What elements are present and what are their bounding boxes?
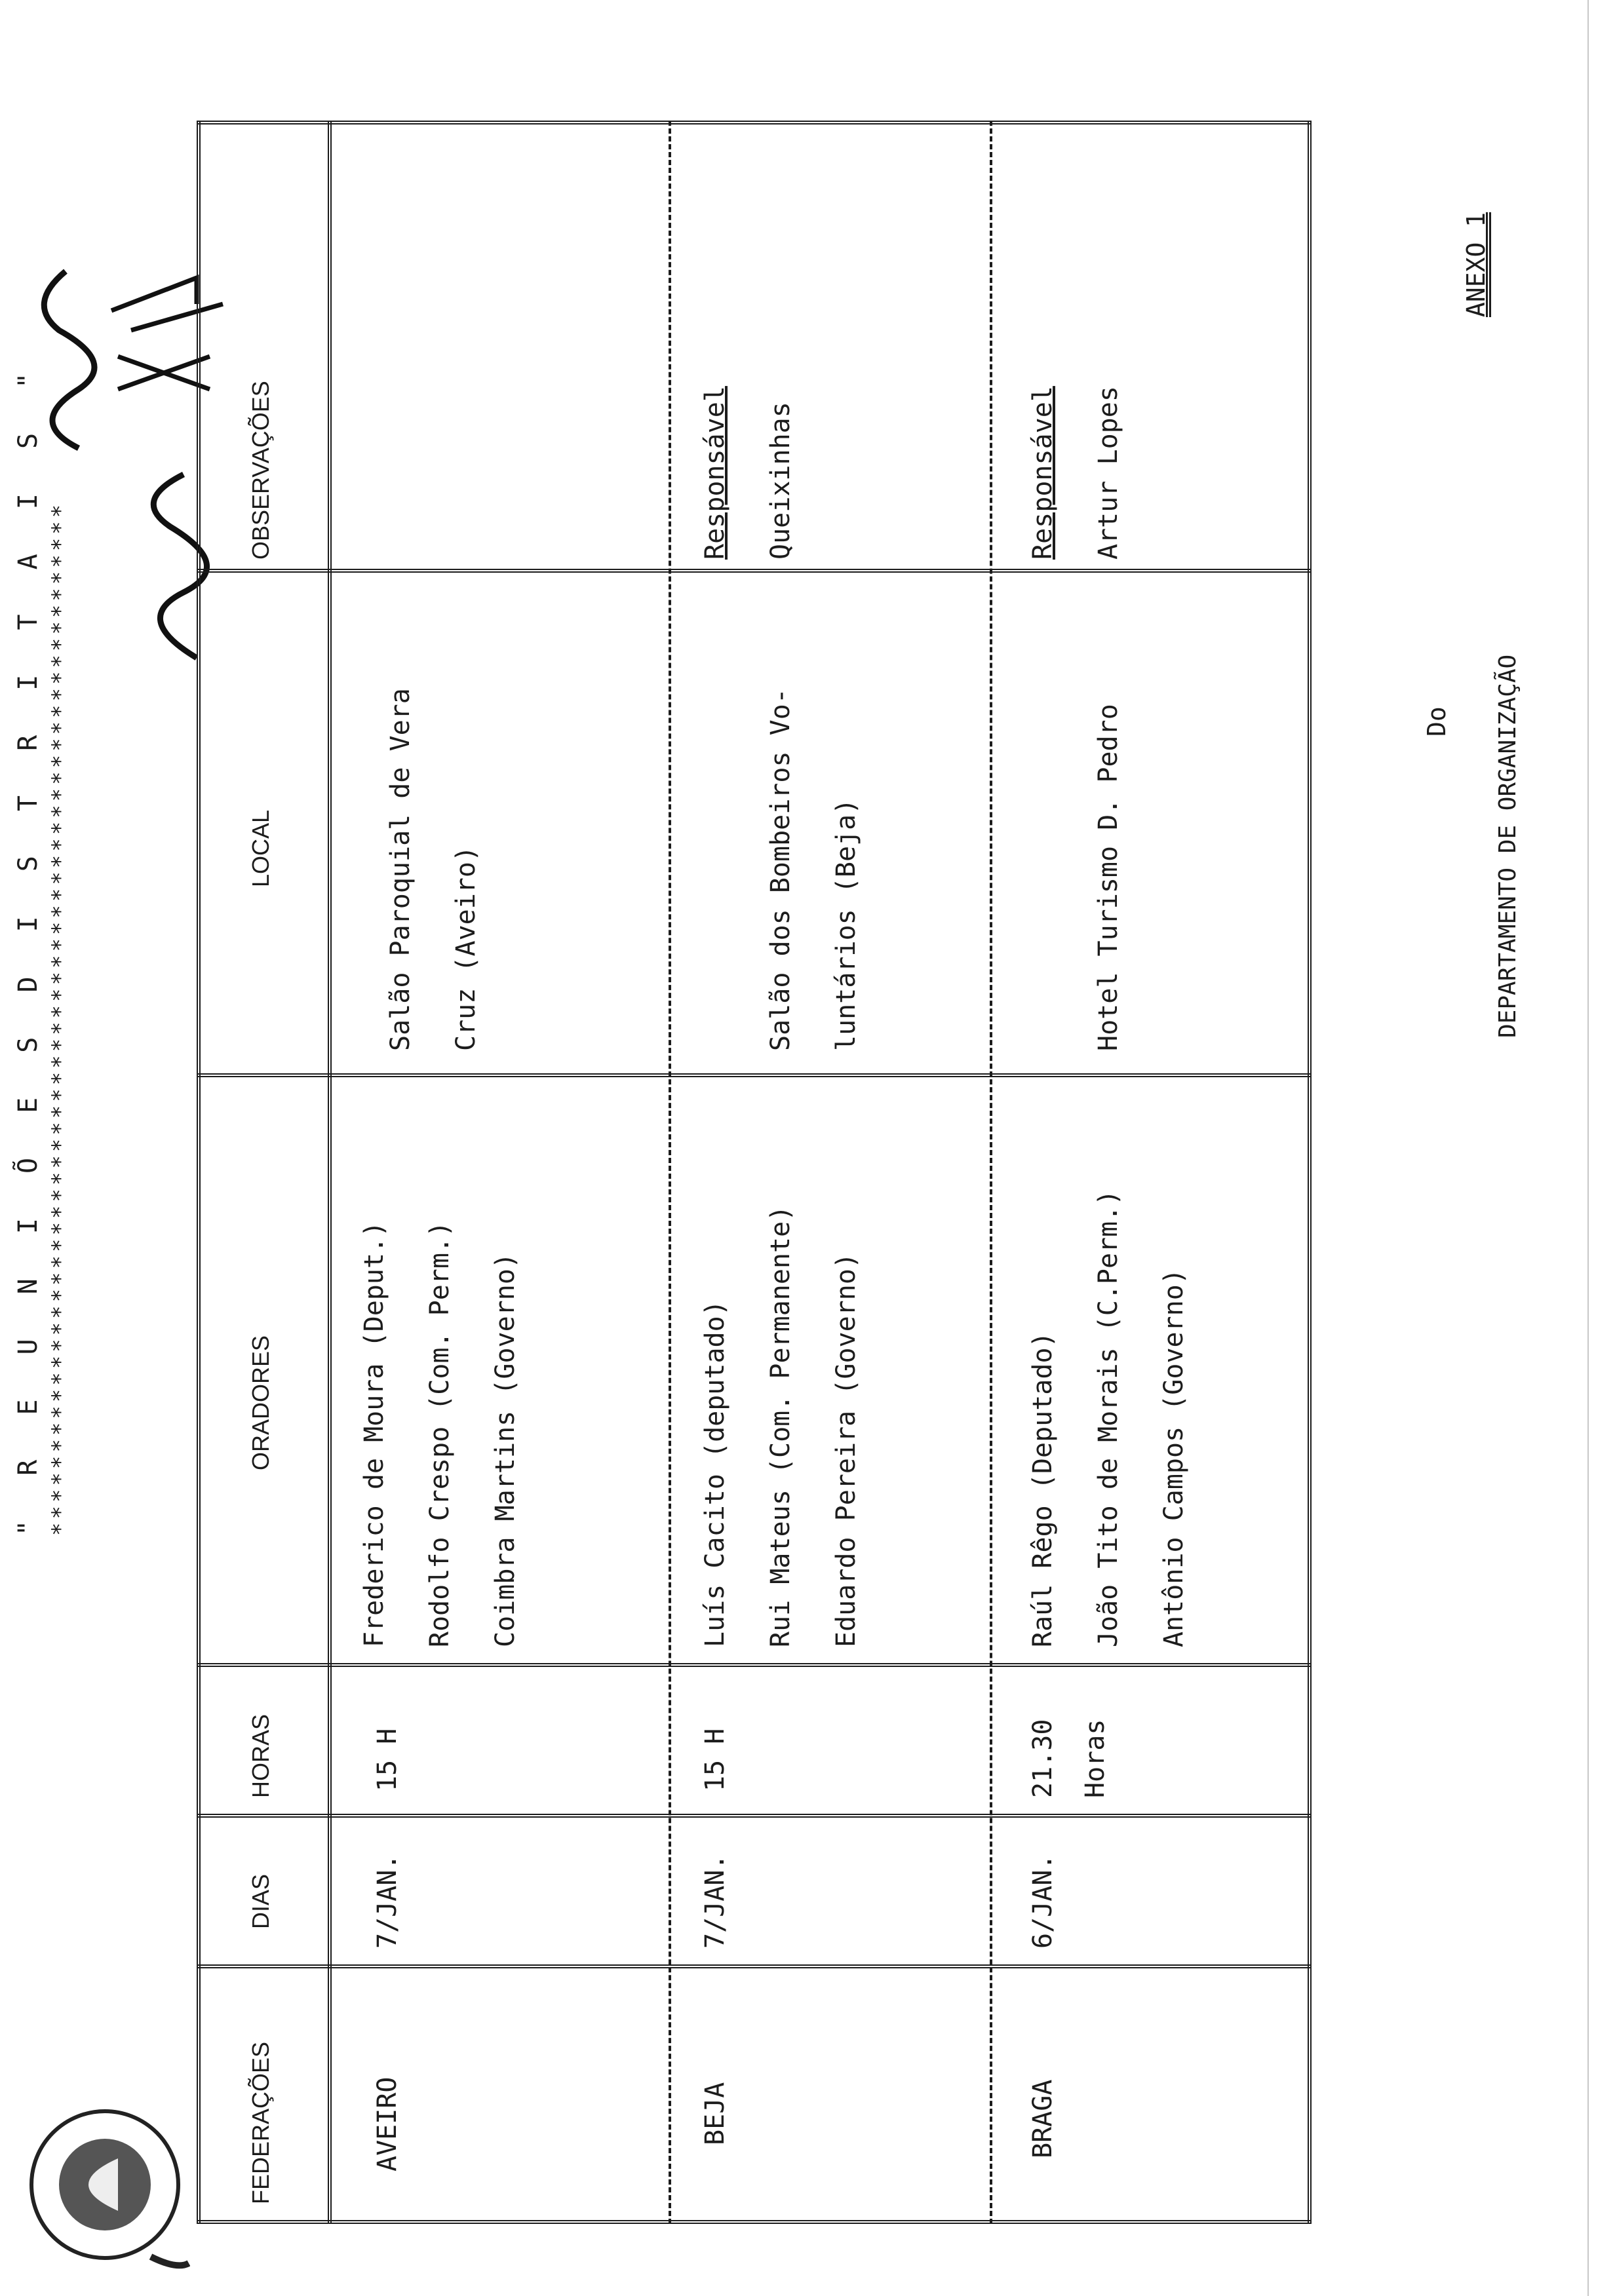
row-beja-obs-label: Responsável (700, 386, 730, 560)
row-aveiro-dia: 7/JAN. (372, 1854, 402, 1949)
row-aveiro-local-2: Cruz (Aveiro) (451, 845, 481, 1051)
header-dias: DIAS (247, 1873, 274, 1929)
page-edge (1587, 0, 1615, 2296)
header-oradores: ORADORES (247, 1335, 274, 1470)
header-horas: HORAS (247, 1713, 274, 1798)
row-beja-orador-3: Eduardo Pereira (Governo) (831, 1252, 861, 1647)
row-aveiro-local-1: Salão Paroquial de Vera (385, 688, 416, 1051)
header-bottom-border (328, 121, 336, 2224)
row-beja-hora: 15 H (700, 1728, 730, 1791)
row-braga-dia: 6/JAN. (1028, 1854, 1058, 1949)
row-divider (990, 121, 992, 2224)
row-aveiro-hora: 15 H (372, 1728, 402, 1791)
row-beja-dia: 7/JAN. (700, 1854, 730, 1949)
row-aveiro-orador-3: Coimbra Martins (Governo) (490, 1252, 520, 1647)
row-braga-obs-value: Artur Lopes (1093, 386, 1123, 560)
row-braga-hora-1: 21.30 (1028, 1719, 1058, 1798)
row-beja-local-2: luntários (Beja) (831, 798, 861, 1051)
row-braga-hora-2: Horas (1080, 1719, 1110, 1798)
header-federacoes: FEDERAÇÕES (247, 2041, 274, 2204)
header-observacoes: OBSERVAÇÕES (247, 381, 274, 560)
title-underline-stars: ************************************************************** (47, 501, 73, 1536)
table-left-border (197, 2216, 1311, 2224)
row-braga-orador-3: Antônio Campos (Governo) (1159, 1269, 1189, 1647)
table-top-border (197, 121, 204, 2224)
row-beja-local-1: Salão dos Bombeiros Vo- (766, 688, 796, 1051)
table-right-border (197, 117, 1311, 124)
row-beja-obs-value: Queixinhas (766, 402, 796, 560)
table-bottom-border (1308, 121, 1315, 2224)
row-beja-orador-1: Luís Cacito (deputado) (700, 1300, 730, 1647)
document-title: " R E U N I Õ E S D I S T R I T A I S " (13, 358, 43, 1536)
party-stamp-logo (20, 2086, 190, 2283)
row-divider (669, 121, 671, 2224)
header-local: LOCAL (247, 809, 274, 887)
meetings-table (197, 121, 1311, 2224)
col-divider (197, 1069, 1311, 1077)
annex-label: ANEXO 1 (1462, 212, 1490, 317)
row-braga-orador-2: João Tito de Morais (C.Perm.) (1093, 1189, 1123, 1647)
row-aveiro-orador-2: Rodolfo Crespo (Com. Perm.) (425, 1221, 455, 1647)
row-braga-obs-label: Responsável (1028, 386, 1058, 560)
row-aveiro-orador-1: Frederico de Moura (Deput.) (359, 1221, 389, 1647)
row-beja-orador-2: Rui Mateus (Com. Permanente) (766, 1205, 796, 1647)
row-braga-local-1: Hotel Turismo D. Pedro (1093, 704, 1123, 1051)
row-braga-orador-1: Raúl Rêgo (Deputado) (1028, 1331, 1058, 1647)
row-braga-federacao: BRAGA (1028, 2079, 1058, 2158)
footer-do: Do (1422, 706, 1451, 737)
row-beja-federacao: BEJA (700, 2082, 730, 2145)
col-divider (197, 1659, 1311, 1667)
col-divider (197, 1961, 1311, 1968)
row-aveiro-federacao: AVEIRO (372, 2076, 402, 2172)
footer-department: DEPARTAMENTO DE ORGANIZAÇÃO (1494, 654, 1521, 1038)
col-divider (197, 1810, 1311, 1818)
col-divider (197, 565, 1311, 573)
